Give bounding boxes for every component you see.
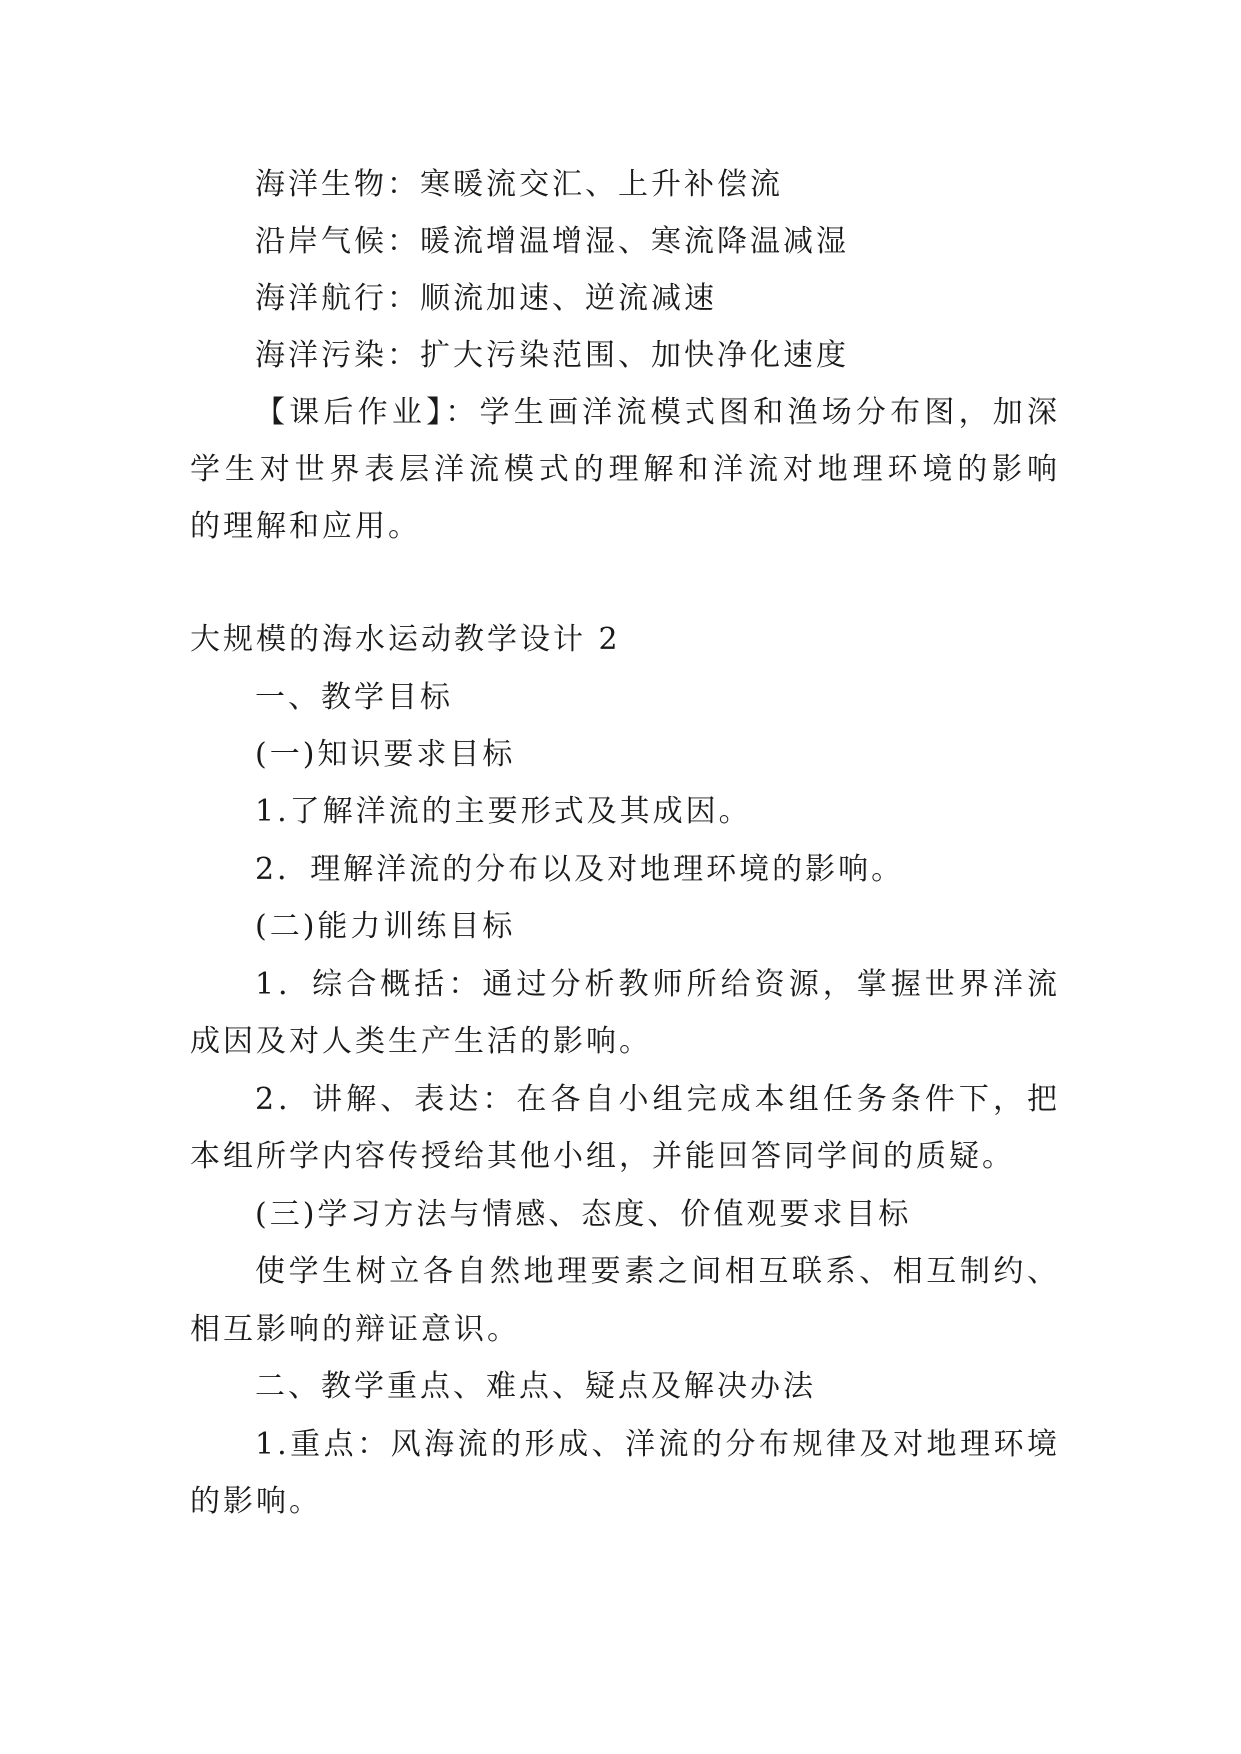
paragraph-line: 使学生树立各自然地理要素之间相互联系、相互制约、 xyxy=(255,1254,1060,1289)
paragraph-line: 2．理解洋流的分布以及对地理环境的影响。 xyxy=(255,852,905,887)
subheading-line: (二)能力训练目标 xyxy=(255,909,516,944)
subheading-line: (一)知识要求目标 xyxy=(255,737,516,772)
paragraph-line: 的理解和应用。 xyxy=(190,509,421,544)
paragraph-line: 学生对世界表层洋流模式的理解和洋流对地理环境的影响 xyxy=(190,452,1060,487)
paragraph-line: 相互影响的辩证意识。 xyxy=(190,1312,520,1347)
paragraph-line: 本组所学内容传授给其他小组，并能回答同学间的质疑。 xyxy=(190,1139,1015,1174)
paragraph-line: 1．综合概括：通过分析教师所给资源，掌握世界洋流 xyxy=(255,967,1060,1002)
paragraph-line: 海洋航行：顺流加速、逆流减速 xyxy=(255,281,717,316)
paragraph-line: 【课后作业】：学生画洋流模式图和渔场分布图，加深 xyxy=(255,395,1060,430)
paragraph-line: 成因及对人类生产生活的影响。 xyxy=(190,1024,652,1059)
heading-line: 一、教学目标 xyxy=(255,680,453,715)
paragraph-line: 1.重点：风海流的形成、洋流的分布规律及对地理环境 xyxy=(255,1427,1060,1462)
paragraph-line: 的影响。 xyxy=(190,1484,322,1519)
paragraph-line: 2．讲解、表达：在各自小组完成本组任务条件下，把 xyxy=(255,1082,1060,1117)
paragraph-line: 1.了解洋流的主要形式及其成因。 xyxy=(255,794,752,829)
subheading-line: (三)学习方法与情感、态度、价值观要求目标 xyxy=(255,1197,912,1232)
section-title: 大规模的海水运动教学设计 2 xyxy=(190,622,621,657)
heading-line: 二、教学重点、难点、疑点及解决办法 xyxy=(255,1369,816,1404)
paragraph-line: 海洋污染：扩大污染范围、加快净化速度 xyxy=(255,338,849,373)
paragraph-line: 海洋生物：寒暖流交汇、上升补偿流 xyxy=(255,167,783,202)
paragraph-line: 沿岸气候：暖流增温增湿、寒流降温减湿 xyxy=(255,224,849,259)
